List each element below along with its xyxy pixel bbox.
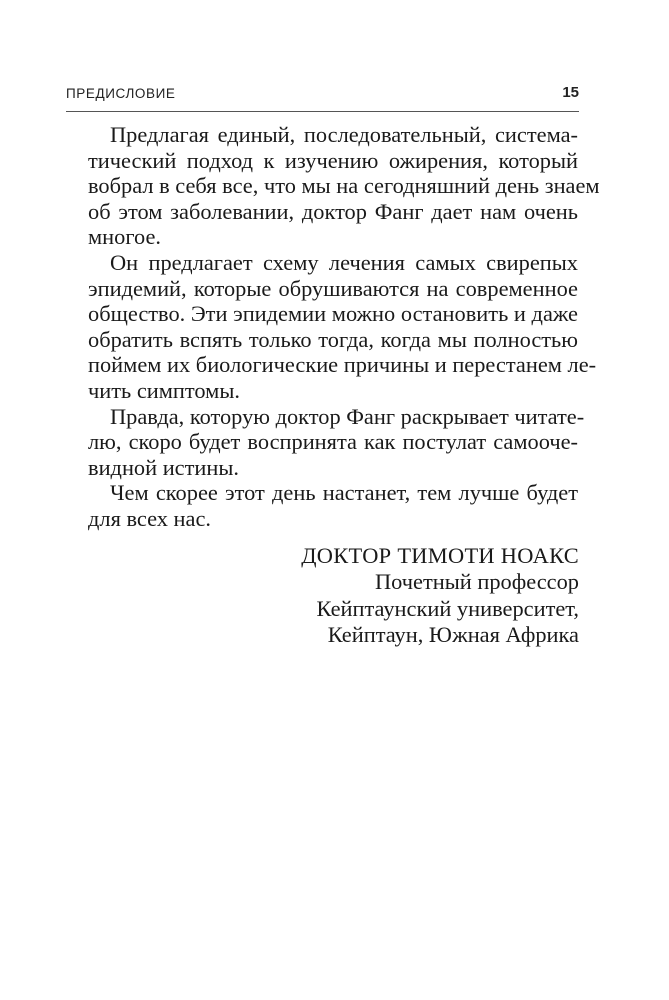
text-line: многое. [88,224,161,250]
text-line: обратить вспять только тогда, когда мы полностью [88,326,578,352]
author-location: Кейптаун, Южная Африка [327,622,579,648]
text-line: чить симптомы. [88,377,240,403]
running-header [66,84,579,104]
paragraph-3 [88,403,585,481]
text-line: Чем скорее этот день настанет, тем лучше будет [110,480,578,506]
text-line: видной истины. [88,454,240,480]
header-rule [66,111,579,112]
text-line: для всех нас. [88,505,212,531]
paragraph-2 [88,249,597,404]
section-title: ПРЕДИСЛОВИЕ [66,86,176,101]
text-line: эпидемий, которые обрушиваются на современное [88,275,578,301]
author-title: Почетный профессор [374,569,579,595]
author-university: Кейптаунский университет, [316,595,579,621]
text-line: Правда, которую доктор Фанг раскрывает читате- [110,403,585,429]
text-line: Предлагая единый, последовательный, система- [110,122,578,147]
text-line: Он предлагает схему лечения самых свирепых [110,249,578,275]
signature-block [139,543,579,649]
text-line: об этом заболевании, доктор Фанг дает нам очень [88,198,578,224]
text-line: лю, скоро будет воспринята как постулат самооче- [88,429,578,455]
text-line: вобрал в себя все, что мы на сегодняшний день знаем [88,173,600,199]
paragraph-4 [88,480,578,531]
text-line: общество. Эти эпидемии можно остановить и даже [88,301,578,327]
page-number: 15 [562,84,579,101]
paragraph-1 [88,122,600,250]
author-name: ДОКТОР ТИМОТИ НОАКС [301,543,579,568]
text-line: поймем их биологические причины и перестанем ле- [88,352,597,378]
body-text [88,122,600,532]
text-line: тический подход к изучению ожирения, который [88,147,578,173]
